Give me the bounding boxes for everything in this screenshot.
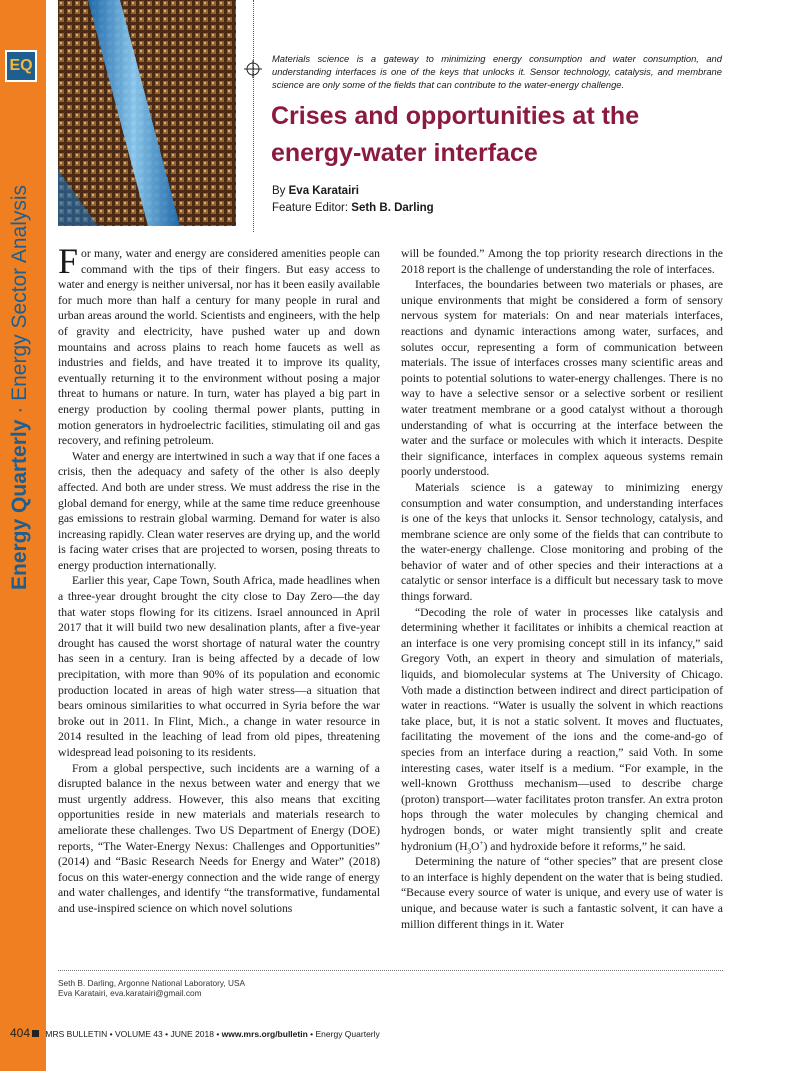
page-number: 404 (10, 1026, 31, 1040)
article-column-left (58, 241, 380, 917)
journal-name: MRS BULLETIN (45, 1029, 108, 1039)
subscript: 3 (467, 846, 472, 855)
footer-separator: • (165, 1029, 169, 1039)
paragraph-text: O (471, 839, 480, 853)
affiliation-karatairi: Eva Karatairi, eva.karatairi@gmail.com (58, 988, 202, 998)
volume: VOLUME 43 (115, 1029, 163, 1039)
sidebar-section-name: Energy Sector Analysis (8, 184, 31, 401)
paragraph: Earlier this year, Cape Town, South Africa, made headlines when a three-year drought brought the city close to Day Zero—the day that water stops flowing for its citizens. Israel announced in April 2017 that it will build two new desalination plants, after a five-year drought has caused the worst shortage of natural water the country has seen in a century. Iran is being affected by a decade of low precipitation, with more than 90% of its population and economic production located in areas of high water stress—a situation that bears ominous similarities to what occurred in Syria before the war broke out in 2011. In Flint, Mich., a change in water resource in 2014 resulted in the leaching of lead from old pipes, threatening widespread lead poisoning to its residents. (58, 574, 380, 759)
paragraph (58, 241, 380, 449)
paragraph: Determining the nature of “other species” that are present close to an interface is highly dependent on the water that is being studied. “Because every source of water is unique, and every use of water is unique, and because water is such a fantastic solvent, it can have a million different things in it. Water (401, 855, 723, 931)
sidebar-bold-label: Energy Quarterly (8, 419, 31, 590)
intro-summary: Materials science is a gateway to minimizing energy consumption and water consumption, and understanding interfaces is one of the keys that unlocks it. Sensor technology, catalysis, and membrane science are only some of the fields that can contribute to the water-energy challenge. (272, 53, 722, 90)
footer-section: Energy Quarterly (315, 1029, 380, 1039)
affiliation-darling: Seth B. Darling, Argonne National Laboratory, USA (58, 978, 246, 988)
sensor-chip-image (58, 0, 236, 226)
square-bullet-icon (32, 1030, 39, 1037)
paragraph: From a global perspective, such incidents are a warning of a disrupted balance in the nexus between water and energy that we must urgently address. However, this also means that exciting opportunities reside in new materials and materials research to ameliorate these challenges. Two US Department of Energy (DOE) reports, “The Water-Energy Nexus: Challenges and Opportunities” (2014) and “Basic Research Needs for Energy and Water” (2018) focus on this water-energy connection and the wide range of energy and water challenges, and identify “the transformative, fundamental and use-inspired science on which novel solutions (58, 761, 380, 915)
paragraph: Water and energy are intertwined in such a way that if one faces a crisis, then the adequacy and safety of the other is also deeply affected. And both are under stress. We must address the rise in the global demand for energy, while at the same time reduce greenhouse gas emissions to restrain global warming. Demand for water is also increasing rapidly. Clean water reserves are drying up, and the world is facing water crises that are projected to worsen, posing threats to energy production internationally. (58, 449, 380, 572)
superscript: + (479, 838, 484, 847)
footer-separator: • (310, 1029, 314, 1039)
paragraph-text: ) and hydroxide before it reforms,” he said. (483, 839, 686, 853)
drop-cap: F (58, 241, 79, 281)
editor-line (272, 200, 434, 217)
footnote-divider (58, 970, 723, 971)
eq-logo: EQ (5, 50, 37, 82)
article-title: Crises and opportunities at the energy-water interface (271, 102, 640, 167)
sidebar-separator: · (8, 406, 31, 414)
paragraph-text: or many, water and energy are considered amenities people can command with the tips of their fingers. But easy access to water and energy is neither universal, nor has it been easily available for much more than half a century for many people in rural and urban areas around the world. Scientists and engineers, with the help of gravity and electricity, have pushed water up and down mountains and across plains to reach home faucets as well as industries and fields, and have treated it to improve its quality, eventually returning it to the environment without posing a major threat to humans or nature. In turn, water has played a big part in energy production by cooling thermal power plants, putting in motion generators in hydroelectric facilities, stimulating oil and gas recovery, and refining petroleum. (58, 247, 380, 448)
by-label: By (272, 185, 286, 197)
paragraph: will be founded.” Among the top priority research directions in the 2018 report is the challenge of understanding the role of interfaces. (401, 247, 723, 276)
byline (272, 183, 434, 217)
paragraph (401, 605, 723, 855)
paragraph: Interfaces, the boundaries between two materials or phases, are unique environments that might be considered a form of sensory nervous system for materials: On and near materials interfaces, reactions and dynamic interactions among water, surfaces, and solutes occur, representing a form of communication between materials. The issue of interfaces crosses many scientific areas and points to potential solutions to water-energy challenges. There is no way to have a selective sensor or a selective sorbent or resilient water treatment membrane or a good catalyst without a thorough understanding of what is occurring at the interface between the water and the surface or molecules with which it interacts. Despite their significance, interfaces in complex aqueous systems remain poorly understood. (401, 278, 723, 479)
author-line (272, 183, 434, 200)
footer-separator: • (216, 1029, 220, 1039)
article-column-right (401, 246, 723, 932)
affiliations (58, 978, 245, 998)
sidebar-section-label (8, 185, 32, 590)
crosshair-icon (244, 60, 262, 78)
editor-label: Feature Editor: (272, 202, 349, 214)
author-name: Eva Karatairi (288, 185, 359, 197)
editor-name: Seth B. Darling (351, 202, 434, 214)
paragraph: Materials science is a gateway to minimizing energy consumption and water consumption, and understanding interfaces is one of the keys that unlocks it. Sensor technology, catalysis, and membrane science are only some of the fields that can contribute to the water-energy challenge. Close monitoring and probing of the behavior of water and of other species and their interactions at a catalytic or sensor interface is a difficult but necessary task to move things forward. (401, 480, 723, 604)
page-footer (10, 1026, 380, 1040)
sensor-chip-photo (58, 0, 236, 226)
journal-url[interactable]: www.mrs.org/bulletin (221, 1029, 308, 1039)
footer-separator: • (109, 1029, 113, 1039)
paragraph-text: “Decoding the role of water in processes like catalysis and determining whether it facilitates or inhibits a chemical reaction at an interface is one very promising concept still in its infancy,” said Gregory Voth, an expert in theory and simulation of materials, liquids, and biomolecular systems at The University of Chicago. Voth made a distinction between indirect and direct participation of water in reactions. “Water is usually the solvent in which reactions take place, but, it is not a static solvent. It moves and fluctuates, facilitating the movement of the ions and the come-and-go of species from an interface during a reaction,” said Voth. In some interesting cases, water itself is a medium. “For example, in the well-known Grotthuss mechanism—used to describe charge (proton) transport—water facilitates proton transfer. An extra proton hops through the water molecules by changing chemical and hydrogen bonds, or water might transiently split and create hydronium (H (401, 605, 723, 853)
header-divider (253, 0, 254, 232)
issue-date: JUNE 2018 (170, 1029, 214, 1039)
